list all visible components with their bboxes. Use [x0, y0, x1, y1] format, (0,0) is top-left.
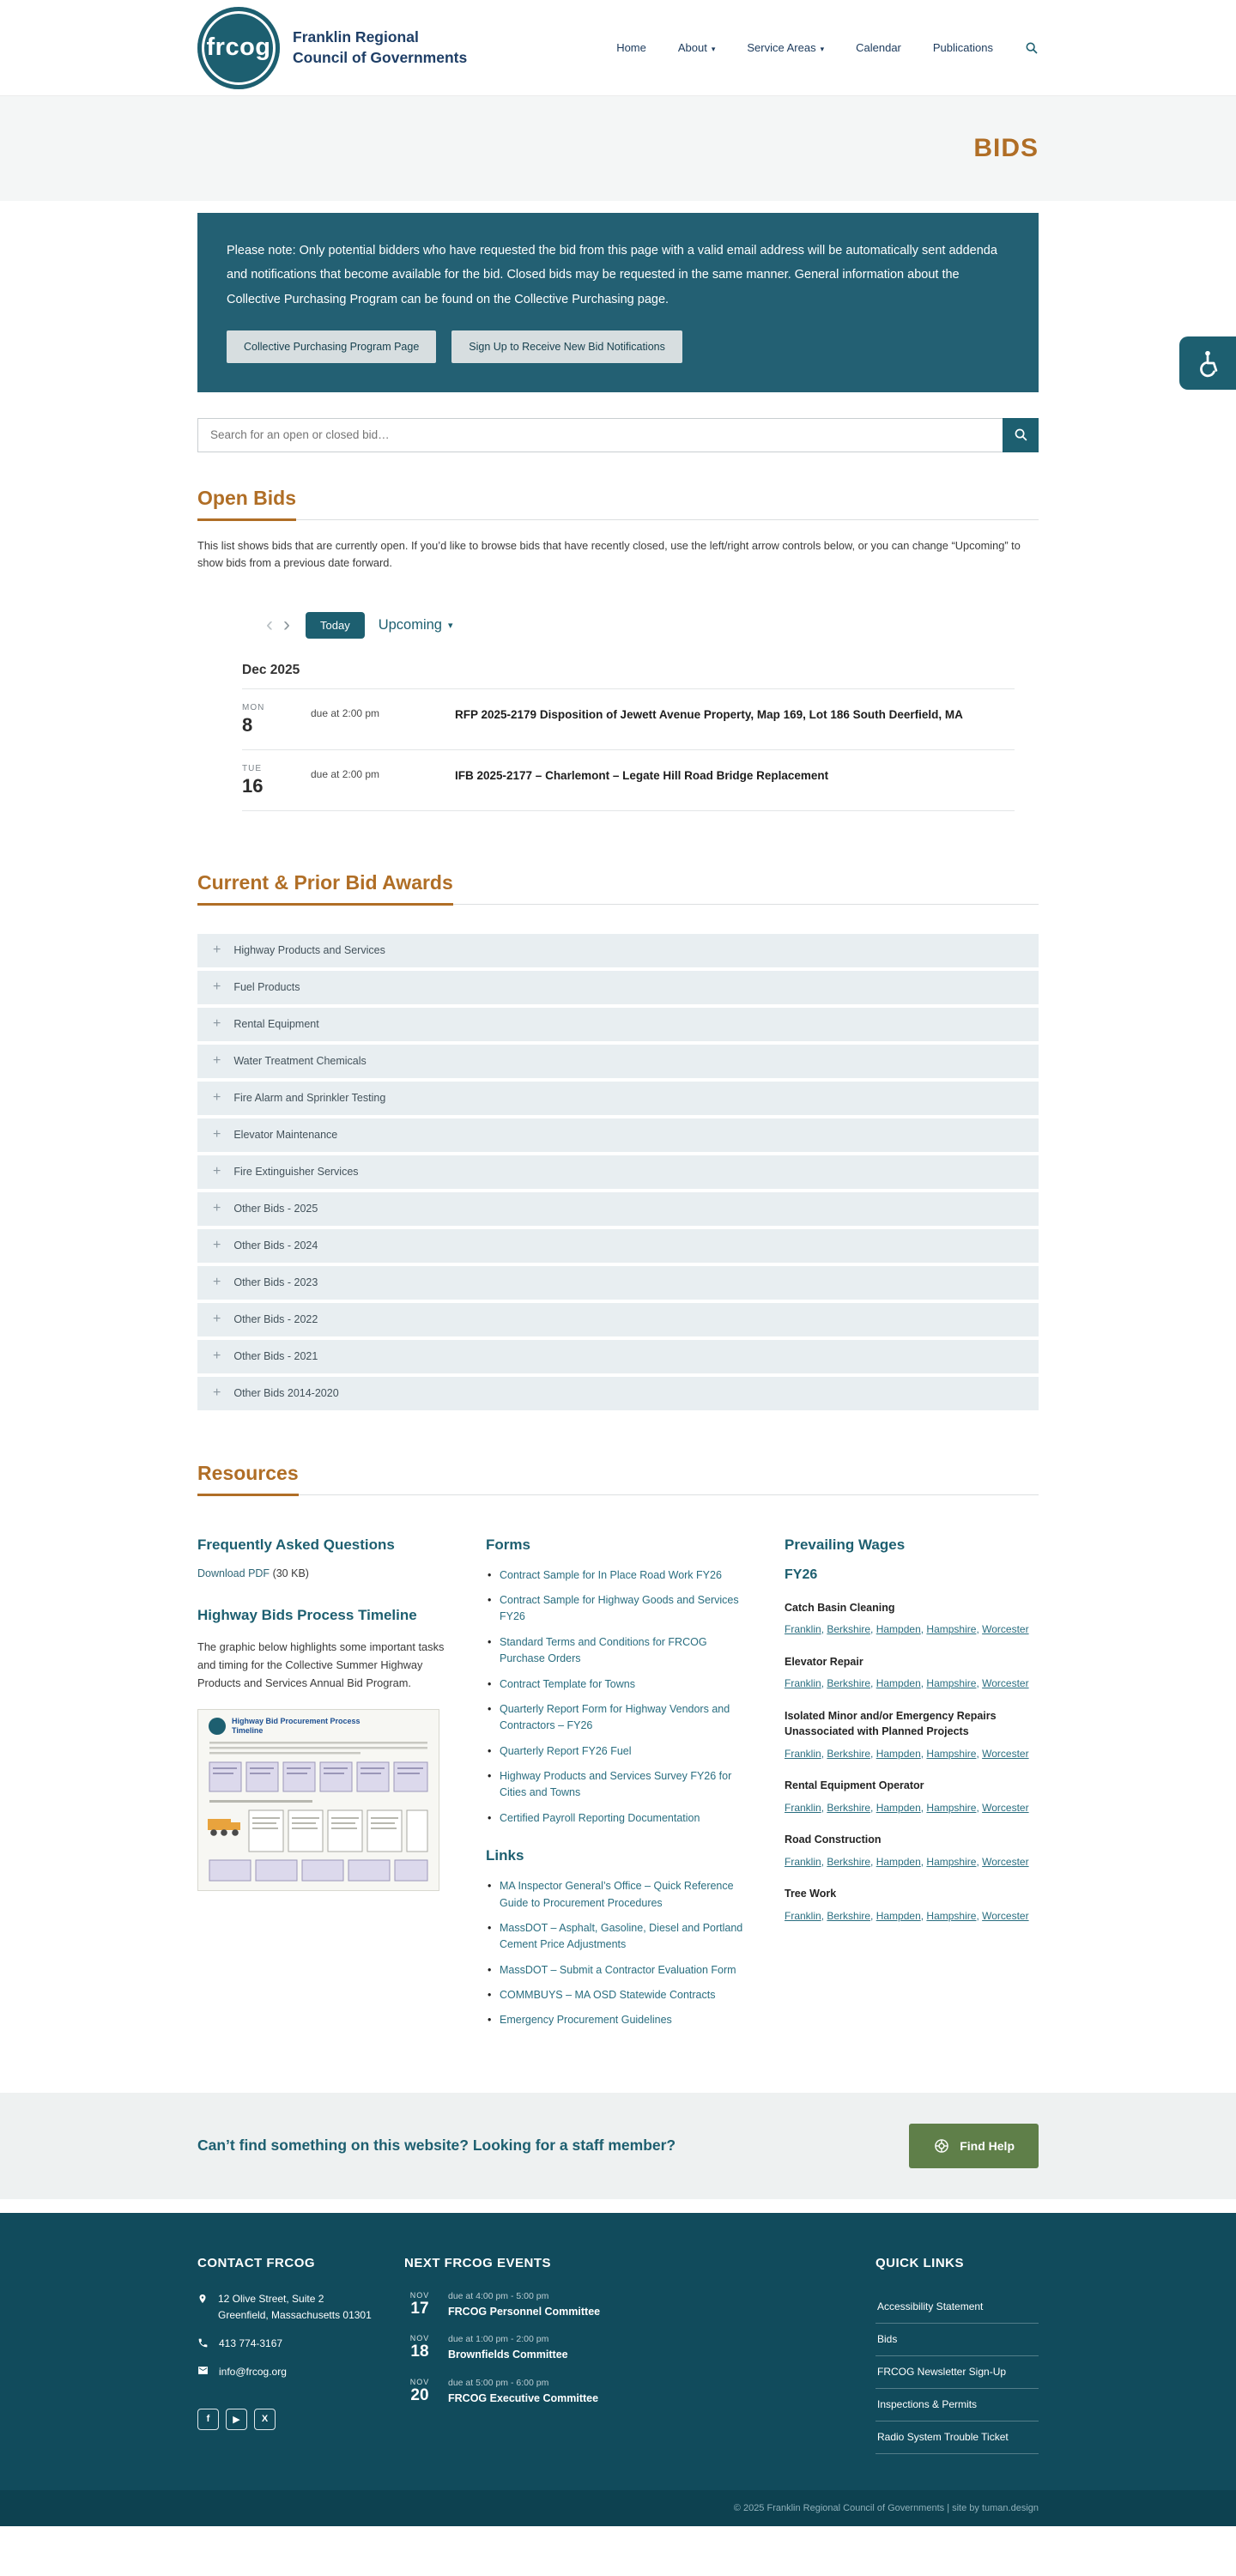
plus-icon: +: [213, 1164, 221, 1179]
footer-event-title[interactable]: FRCOG Personnel Committee: [448, 2305, 601, 2318]
bid-search: [197, 418, 1039, 452]
resource-link[interactable]: MA Inspector General’s Office – Quick Reference Guide to Procurement Procedures: [500, 1880, 734, 1909]
county-links: [785, 1674, 1040, 1693]
county-link[interactable]: Franklin ,: [785, 1856, 827, 1868]
page-title: BIDS: [973, 134, 1039, 162]
phone-icon: [197, 2337, 209, 2349]
org-name-line2: Council of Governments: [293, 48, 468, 66]
accordion-item-other-2022[interactable]: + Other Bids - 2022: [197, 1303, 1039, 1336]
resource-link[interactable]: Emergency Procurement Guidelines: [500, 2014, 672, 2027]
calendar-view-dropdown[interactable]: [379, 617, 453, 633]
find-help-icon: [933, 2137, 950, 2155]
county-link[interactable]: Berkshire ,: [827, 1910, 876, 1922]
copyright-text: © 2025 Franklin Regional Council of Governments | site by tuman.design: [733, 2502, 1039, 2513]
find-help-strip: [0, 2093, 1236, 2199]
main-nav: [616, 41, 1039, 55]
svg-text:Timeline: Timeline: [232, 1726, 264, 1736]
list-item: [486, 1567, 754, 1584]
find-help-button[interactable]: [909, 2124, 1039, 2168]
plus-icon: +: [213, 1312, 221, 1327]
list-item: [486, 1592, 754, 1626]
list-item: [486, 1768, 754, 1802]
nav-service-areas[interactable]: [747, 41, 824, 54]
prevailing-wages-column: [785, 1537, 1040, 2038]
notice-text: Please note: Only potential bidders who have requested the bid from this page with a valid email address will be automatically sent addenda and notifications that become available for the bid. Closed bids may be requested in the same manner. General information about the Collective Purchasing Program can be found on the Collective Purchasing page.: [227, 244, 997, 306]
plus-icon: +: [213, 1090, 221, 1106]
county-link[interactable]: Worcester: [982, 1802, 1029, 1815]
resource-link[interactable]: MassDOT – Submit a Contractor Evaluation Form: [500, 1963, 736, 1976]
contact-phone[interactable]: 413 774-3167: [197, 2336, 404, 2352]
bid-notifications-signup-button[interactable]: Sign Up to Receive New Bid Notifications: [451, 330, 682, 363]
form-link[interactable]: Contract Sample for Highway Goods and Services FY26: [500, 1594, 739, 1623]
list-item: [486, 1743, 754, 1760]
county-link[interactable]: Hampshire ,: [926, 1623, 982, 1635]
county-link[interactable]: Berkshire ,: [827, 1748, 876, 1760]
county-link[interactable]: Berkshire ,: [827, 1623, 876, 1635]
footer-event-title[interactable]: FRCOG Executive Committee: [448, 2391, 599, 2404]
accordion-item-fire-extinguisher[interactable]: + Fire Extinguisher Services: [197, 1155, 1039, 1189]
timeline-description: The graphic below highlights some important tasks and timing for the Collective Summer Highway Products and Services Annual Bid Program.: [197, 1640, 445, 1690]
county-link[interactable]: Hampden ,: [876, 1802, 927, 1814]
county-links: [785, 1852, 1040, 1871]
bid-event-row: [242, 689, 1015, 750]
county-link[interactable]: Hampshire ,: [926, 1748, 982, 1760]
notice-box: [197, 213, 1039, 392]
list-item: [486, 1987, 754, 2003]
bid-search-input[interactable]: [197, 418, 1003, 452]
open-bids-heading: Open Bids: [197, 487, 1039, 520]
quick-link-inspections[interactable]: Inspections & Permits: [877, 2397, 978, 2410]
faq-download-line: [197, 1567, 455, 1579]
form-link[interactable]: Highway Products and Services Survey FY26 for Cities and Towns: [500, 1770, 732, 1799]
quick-links-list: [876, 2291, 1039, 2454]
fy26-heading: FY26: [785, 1567, 818, 1582]
file-size: (30 KB): [272, 1567, 309, 1579]
envelope-icon: [197, 2366, 209, 2375]
county-link[interactable]: Worcester: [982, 1855, 1029, 1868]
form-link[interactable]: Quarterly Report Form for Highway Vendors and Contractors – FY26: [500, 1702, 730, 1732]
contact-email[interactable]: info@frcog.org: [197, 2364, 404, 2380]
find-help-button-label: Find Help: [960, 2138, 1015, 2153]
quick-link-bids[interactable]: Bids: [877, 2332, 898, 2345]
contact-heading: CONTACT FRCOG: [197, 2255, 316, 2270]
chevron-down-icon: ▾: [820, 45, 825, 53]
accordion-item-fuel-products[interactable]: + Fuel Products: [197, 971, 1039, 1004]
plus-icon: +: [213, 1127, 221, 1143]
county-link[interactable]: Worcester: [982, 1677, 1029, 1690]
youtube-icon[interactable]: ▶: [226, 2409, 247, 2430]
county-link[interactable]: Hampden ,: [876, 1856, 927, 1868]
county-link[interactable]: Hampden ,: [876, 1623, 927, 1635]
links-heading: Links: [486, 1847, 524, 1864]
county-link[interactable]: Hampden ,: [876, 1910, 927, 1922]
resource-link[interactable]: MassDOT – Asphalt, Gasoline, Diesel and Portland Cement Price Adjustments: [500, 1921, 743, 1951]
list-item: [486, 2012, 754, 2028]
list-item: [486, 1878, 754, 1912]
chevron-down-icon: ▾: [448, 620, 453, 631]
form-link[interactable]: Quarterly Report FY26 Fuel: [500, 1744, 632, 1757]
plus-icon: +: [213, 979, 221, 995]
plus-icon: +: [213, 1053, 221, 1069]
collective-purchasing-button[interactable]: Collective Purchasing Program Page: [227, 330, 436, 363]
county-links: [785, 1620, 1040, 1639]
resource-link[interactable]: COMMBUYS – MA OSD Statewide Contracts: [500, 1989, 716, 2002]
county-links: [785, 1744, 1040, 1763]
frcog-logo-circle: [197, 7, 280, 89]
plus-icon: +: [213, 1349, 221, 1364]
forms-column: [486, 1537, 754, 2038]
form-link[interactable]: Contract Sample for In Place Road Work FY26: [500, 1568, 722, 1581]
open-bids-description: This list shows bids that are currently open. If you’d like to browse bids that have recently closed, use the left/right arrow controls below, or you can change “Upcoming” to show bids from a previous date forward.: [197, 538, 1021, 570]
plus-icon: +: [213, 1201, 221, 1216]
wage-group: Elevator Repair Franklin , Berkshire , Hampden , Hampshire , Worcester: [785, 1654, 1040, 1694]
accordion-item-rental-equipment[interactable]: + Rental Equipment: [197, 1008, 1039, 1041]
prevailing-wages-heading: Prevailing Wages: [785, 1536, 906, 1553]
quick-links-heading: QUICK LINKS: [876, 2255, 964, 2270]
bid-event-date: MON 8: [242, 702, 265, 736]
contact-address: 12 Olive Street, Suite 2 Greenfield, Massachusetts 01301: [197, 2291, 404, 2324]
list-item: [486, 1701, 754, 1735]
svg-text:Highway Bid Procurement Proces: Highway Bid Procurement Process: [232, 1717, 360, 1726]
nav-calendar[interactable]: Calendar: [856, 41, 901, 54]
plus-icon: +: [213, 1385, 221, 1401]
county-link[interactable]: Hampshire ,: [926, 1802, 982, 1814]
calendar-prev-button[interactable]: ‹: [261, 615, 278, 635]
footer-contact: [197, 2256, 404, 2454]
county-link[interactable]: Berkshire ,: [827, 1677, 876, 1689]
form-link[interactable]: Standard Terms and Conditions for FRCOG Purchase Orders: [500, 1635, 707, 1665]
notice-buttons: [227, 330, 1009, 363]
footer-event-row: NOV 20 due at 5:00 pm - 6:00 pm FRCOG Executive Committee: [404, 2378, 688, 2407]
site-header: [0, 0, 1236, 96]
county-link[interactable]: Worcester: [982, 1748, 1029, 1761]
search-icon[interactable]: [1025, 41, 1039, 55]
county-link[interactable]: Hampshire ,: [926, 1677, 982, 1689]
bid-event-time: due at 2:00 pm: [311, 767, 380, 780]
accordion-item-water-treatment[interactable]: + Water Treatment Chemicals: [197, 1045, 1039, 1078]
calendar-today-button[interactable]: Today: [306, 612, 365, 639]
nav-about[interactable]: [678, 41, 716, 54]
footer-events: [404, 2256, 688, 2454]
nav-about-label: About: [677, 41, 707, 54]
bid-event-date: TUE 16: [242, 763, 264, 797]
county-links: [785, 1798, 1040, 1817]
search-icon: [1014, 427, 1028, 442]
county-link[interactable]: Franklin ,: [785, 1677, 827, 1689]
county-link[interactable]: Worcester: [982, 1623, 1029, 1636]
plus-icon: +: [213, 1016, 221, 1032]
site-footer: [0, 2213, 1236, 2490]
accordion-item-highway-products[interactable]: + Highway Products and Services: [197, 934, 1039, 967]
quick-link-accessibility[interactable]: Accessibility Statement: [877, 2300, 984, 2312]
bid-awards-accordion: [197, 934, 1039, 1410]
county-link[interactable]: Hampshire ,: [926, 1910, 982, 1922]
accordion-item-elevator-maintenance[interactable]: + Elevator Maintenance: [197, 1118, 1039, 1152]
timeline-graphic-image: [197, 1709, 439, 1891]
county-link[interactable]: Hampshire ,: [926, 1856, 982, 1868]
list-item: [486, 1962, 754, 1979]
chevron-down-icon: ▾: [711, 45, 716, 53]
forms-list: [486, 1567, 754, 1827]
facebook-icon[interactable]: f: [197, 2409, 219, 2430]
plus-icon: +: [213, 943, 221, 958]
accordion-item-other-2025[interactable]: + Other Bids - 2025: [197, 1192, 1039, 1226]
download-pdf-link[interactable]: Download PDF: [197, 1567, 270, 1579]
faq-column: [197, 1537, 455, 2038]
calendar-controls: [197, 612, 1039, 639]
county-link[interactable]: Franklin ,: [785, 1802, 827, 1814]
county-link[interactable]: Berkshire ,: [827, 1856, 876, 1868]
county-link[interactable]: Worcester: [982, 1909, 1029, 1922]
accordion-item-other-2014-2020[interactable]: + Other Bids 2014-2020: [197, 1377, 1039, 1410]
bid-event-title[interactable]: IFB 2025-2177 – Charlemont – Legate Hill Road Bridge Replacement: [455, 768, 829, 782]
wheelchair-icon: [1193, 349, 1222, 378]
x-twitter-icon[interactable]: X: [254, 2409, 276, 2430]
wage-group: Isolated Minor and/or Emergency Repairs Unassociated with Planned Projects Franklin , Berkshire , Hampden , Hampshire , Worcester: [785, 1708, 1040, 1764]
bid-awards-heading: Current & Prior Bid Awards: [197, 871, 1039, 905]
map-pin-icon: [197, 2293, 208, 2305]
calendar-month-label: Dec 2025: [242, 663, 1015, 689]
bid-event-title[interactable]: RFP 2025-2179 Disposition of Jewett Avenue Property, Map 169, Lot 186 South Deerfield, MA: [455, 707, 963, 721]
footer-quick-links: [876, 2256, 1039, 2454]
accessibility-button[interactable]: [1179, 336, 1236, 390]
nav-home[interactable]: Home: [616, 41, 646, 54]
bid-event-time: due at 2:00 pm: [311, 706, 380, 719]
logo-text: frcog: [206, 33, 271, 61]
county-link[interactable]: Hampden ,: [876, 1677, 927, 1689]
find-help-text: Can’t find something on this website? Looking for a staff member?: [197, 2137, 676, 2155]
list-item: [486, 1676, 754, 1693]
links-list: [486, 1878, 754, 2029]
county-link[interactable]: Hampden ,: [876, 1748, 927, 1760]
faq-heading: Frequently Asked Questions: [197, 1536, 395, 1553]
accordion-item-other-2023[interactable]: + Other Bids - 2023: [197, 1266, 1039, 1300]
accordion-item-other-2024[interactable]: + Other Bids - 2024: [197, 1229, 1039, 1263]
copyright-bar: [0, 2490, 1236, 2526]
quick-link-radio-trouble-ticket[interactable]: Radio System Trouble Ticket: [877, 2430, 1009, 2443]
social-links: [197, 2409, 404, 2430]
plus-icon: +: [213, 1238, 221, 1253]
site-logo[interactable]: [197, 7, 467, 89]
forms-heading: Forms: [486, 1536, 530, 1553]
footer-event-row: NOV 17 due at 4:00 pm - 5:00 pm FRCOG Personnel Committee: [404, 2291, 688, 2320]
county-link[interactable]: Franklin ,: [785, 1623, 827, 1635]
county-link[interactable]: Franklin ,: [785, 1748, 827, 1760]
wage-group: Rental Equipment Operator Franklin , Berkshire , Hampden , Hampshire , Worcester: [785, 1778, 1040, 1817]
open-bids-list: [197, 663, 1039, 811]
org-name: [293, 27, 467, 67]
calendar-view-label: Upcoming: [378, 616, 442, 633]
plus-icon: +: [213, 1275, 221, 1290]
form-link[interactable]: Certified Payroll Reporting Documentation: [500, 1811, 700, 1824]
wage-group: Catch Basin Cleaning Franklin , Berkshire , Hampden , Hampshire , Worcester: [785, 1600, 1040, 1640]
bid-search-button[interactable]: [1003, 418, 1039, 452]
quick-link-newsletter[interactable]: FRCOG Newsletter Sign-Up: [877, 2365, 1007, 2378]
resources-heading: Resources: [197, 1462, 1039, 1495]
footer-event-title[interactable]: Brownfields Committee: [448, 2349, 568, 2361]
nav-service-areas-label: Service Areas: [747, 41, 816, 54]
list-item: [486, 1634, 754, 1668]
accordion-item-fire-alarm[interactable]: + Fire Alarm and Sprinkler Testing: [197, 1082, 1039, 1115]
county-links: [785, 1906, 1040, 1925]
footer-event-row: NOV 18 due at 1:00 pm - 2:00 pm Brownfields Committee: [404, 2334, 688, 2363]
nav-publications[interactable]: Publications: [932, 41, 993, 54]
list-item: [486, 1920, 754, 1954]
page-title-band: [0, 96, 1236, 201]
county-link[interactable]: Berkshire ,: [827, 1802, 876, 1814]
county-link[interactable]: Franklin ,: [785, 1910, 827, 1922]
list-item: [486, 1810, 754, 1827]
timeline-heading: Highway Bids Process Timeline: [197, 1606, 417, 1623]
form-link[interactable]: Contract Template for Towns: [500, 1677, 635, 1690]
wage-group: Road Construction Franklin , Berkshire , Hampden , Hampshire , Worcester: [785, 1832, 1040, 1871]
events-heading: NEXT FRCOG EVENTS: [404, 2255, 552, 2270]
calendar-next-button[interactable]: ›: [278, 615, 295, 635]
wage-group: Tree Work Franklin , Berkshire , Hampden , Hampshire , Worcester: [785, 1886, 1040, 1925]
org-name-line1: Franklin Regional: [293, 28, 419, 46]
bid-event-row: [242, 750, 1015, 811]
resources-grid: [197, 1537, 1039, 2038]
accordion-item-other-2021[interactable]: + Other Bids - 2021: [197, 1340, 1039, 1373]
